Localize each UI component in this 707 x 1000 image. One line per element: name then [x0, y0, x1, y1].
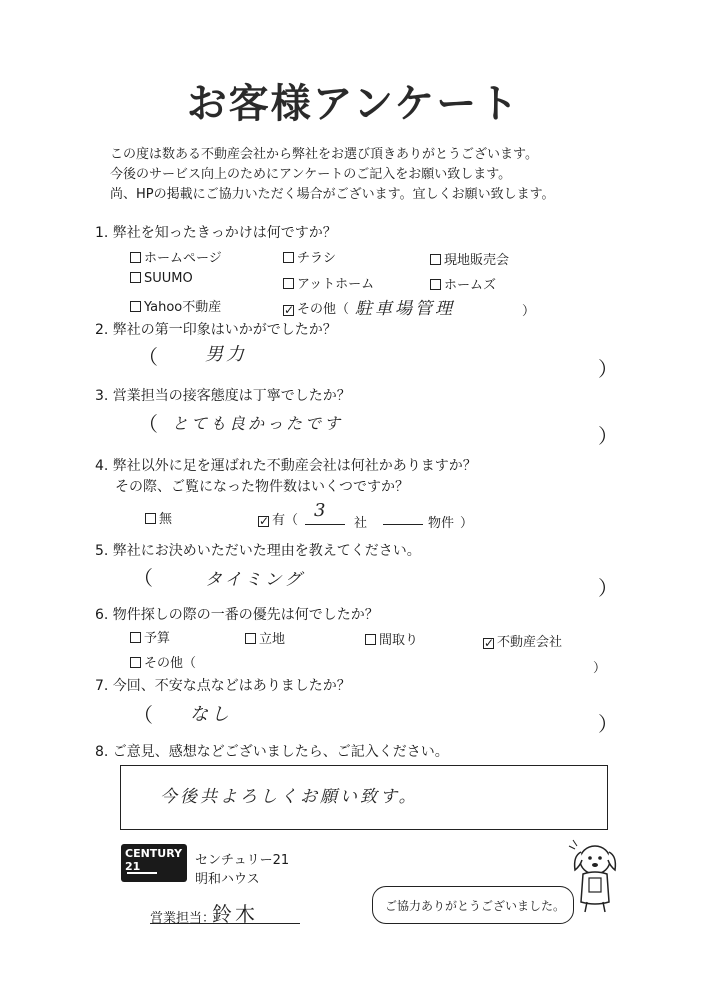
- checkbox-icon: [283, 278, 294, 289]
- q4-option-yes[interactable]: ✓ 有（: [259, 513, 299, 528]
- q3-close-paren: ）: [598, 424, 618, 448]
- checkbox-icon: [130, 272, 141, 283]
- q4-count-line: [305, 524, 345, 525]
- q2-open-paren: （: [138, 345, 158, 369]
- q6-option-location[interactable]: 立地: [245, 628, 285, 647]
- q5-answer: タイミング: [205, 570, 305, 590]
- q8-question: 8. ご意見、感想などございましたら、ご記入ください。: [95, 744, 449, 760]
- q4-option-none[interactable]: 無: [145, 508, 172, 527]
- q8-answer: 今後共よろしくお願い致す。: [160, 787, 419, 807]
- checkbox-icon: [145, 513, 156, 524]
- intro-line-2: 今後のサービス向上のためにアンケートのご記入をお願い致します。: [110, 167, 512, 182]
- thanks-text: ご協力ありがとうございました。: [385, 899, 566, 913]
- q1-question: 1. 弊社を知ったきっかけは何ですか？: [95, 225, 337, 241]
- q7-open-paren: （: [133, 703, 153, 727]
- century21-logo: [121, 844, 187, 882]
- q3-answer: とても良かったです: [172, 414, 344, 433]
- company-name-1: センチュリー21: [195, 853, 290, 868]
- q4-question-1: 4. 弊社以外に足を運ばれた不動産会社は何社かありますか？: [95, 458, 477, 474]
- q7-question: 7. 今回、不安な点などはありましたか？: [95, 678, 351, 694]
- checked-checkbox-icon: ✓: [259, 514, 270, 528]
- checkbox-icon: [430, 254, 441, 265]
- q1-option-athome[interactable]: アットホーム: [283, 273, 374, 292]
- staff-label: 営業担当：: [150, 911, 216, 926]
- q3-open-paren: （: [138, 412, 158, 436]
- staff-name: 鈴木: [212, 902, 258, 926]
- q6-question: 6. 物件探しの際の一番の優先は何でしたか？: [95, 607, 379, 623]
- q1-other-answer: 駐車場管理: [355, 299, 455, 319]
- q6-close-paren: ）: [593, 661, 607, 676]
- q6-option-agency[interactable]: ✓ 不動産会社: [484, 635, 563, 650]
- q1-option-homepage[interactable]: ホームページ: [130, 247, 222, 266]
- q1-option-open-house[interactable]: 現地販売会: [430, 249, 509, 268]
- checkbox-icon: [365, 634, 376, 645]
- q7-answer: なし: [190, 704, 232, 725]
- checkbox-icon: [430, 279, 441, 290]
- company-name-2: 明和ハウス: [195, 872, 260, 887]
- q6-option-layout[interactable]: 間取り: [365, 629, 418, 648]
- q5-open-paren: （: [133, 566, 153, 590]
- checkbox-icon: [130, 657, 141, 668]
- q1-option-flyer[interactable]: チラシ: [283, 247, 336, 266]
- q2-close-paren: ）: [598, 357, 618, 381]
- dog-mascot-icon: [565, 836, 625, 916]
- q1-option-yahoo[interactable]: Yahoo不動産: [130, 296, 221, 315]
- q4-count: 3: [314, 500, 329, 521]
- q2-answer: 男力: [205, 344, 247, 365]
- checkbox-icon: [130, 632, 141, 643]
- q6-option-budget[interactable]: 予算: [130, 627, 170, 646]
- thanks-bubble: [372, 886, 574, 924]
- q4-property-line: [383, 524, 423, 525]
- q2-question: 2. 弊社の第一印象はいかがでしたか？: [95, 322, 337, 338]
- intro-line-1: この度は数ある不動産会社から弊社をお選び頂きありがとうございます。: [110, 147, 538, 162]
- q1-option-other[interactable]: ✓ その他（: [284, 302, 350, 317]
- intro-line-3: 尚、HPの掲載にご協力いただく場合がございます。宜しくお願い致します。: [110, 187, 555, 202]
- q4-close-paren: ）: [460, 516, 474, 531]
- q1-close-paren: ）: [522, 304, 536, 319]
- page-title: お客様アンケート: [186, 81, 521, 127]
- checkbox-icon: [245, 633, 256, 644]
- q5-close-paren: ）: [598, 576, 618, 600]
- q1-option-suumo[interactable]: SUUMO: [130, 271, 193, 286]
- checkbox-icon: [130, 252, 141, 263]
- logo-roof-icon: [127, 872, 157, 874]
- checked-checkbox-icon: ✓: [284, 303, 295, 317]
- checked-checkbox-icon: ✓: [484, 636, 495, 650]
- q6-option-other[interactable]: その他（: [130, 652, 196, 671]
- q7-close-paren: ）: [598, 712, 618, 736]
- q3-question: 3. 営業担当の接客態度は丁寧でしたか？: [95, 388, 351, 404]
- q1-option-homes[interactable]: ホームズ: [430, 274, 496, 293]
- q4-property-unit: 物件: [428, 516, 455, 531]
- q4-company-unit: 社: [354, 516, 368, 531]
- q5-question: 5. 弊社にお決めいただいた理由を教えてください。: [95, 543, 421, 559]
- checkbox-icon: [283, 252, 294, 263]
- logo-text: CENTURY 21: [125, 847, 183, 873]
- q4-question-2: その際、ご覧になった物件数はいくつですか？: [115, 479, 409, 495]
- checkbox-icon: [130, 301, 141, 312]
